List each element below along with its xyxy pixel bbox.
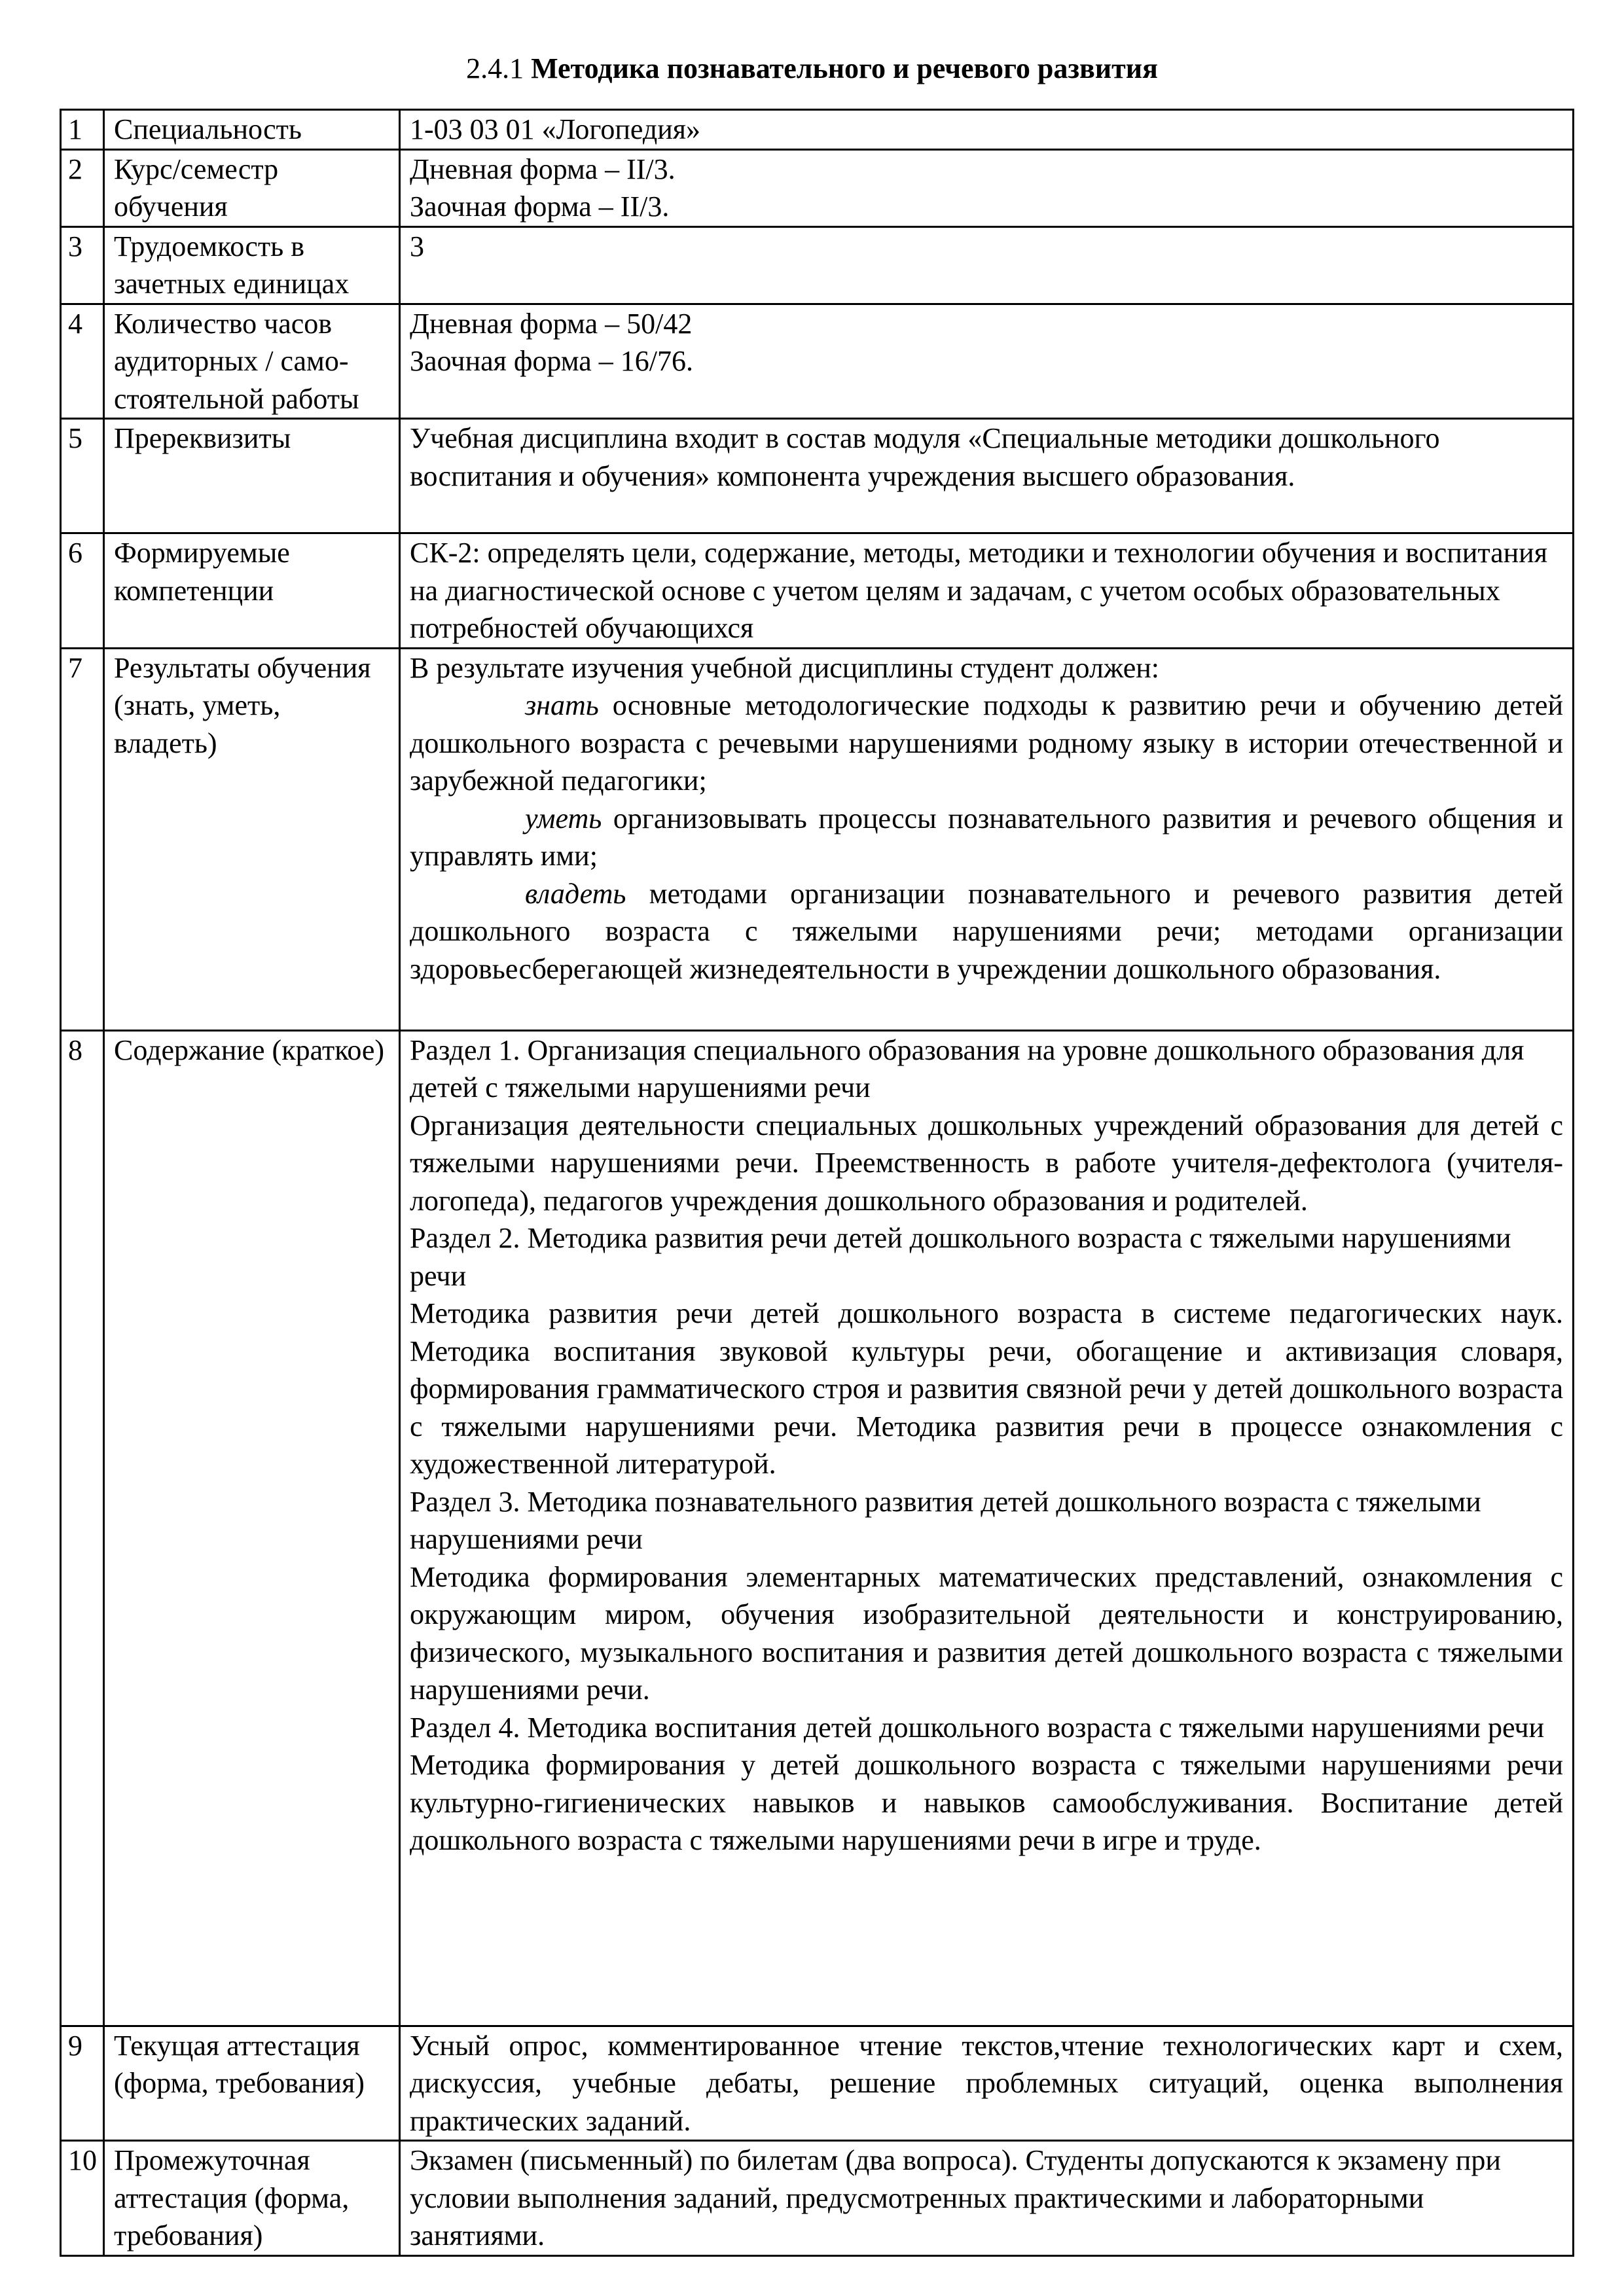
row-label: Пререквизиты (104, 419, 400, 533)
table-row (61, 533, 1574, 649)
can-text: организовывать процессы познавательного развития и речевого общения и управлять ими; (410, 802, 1563, 872)
row-number: 7 (61, 648, 104, 1030)
row-number: 9 (61, 2026, 104, 2141)
section-title: Методика познавательного и речевого развития (531, 52, 1158, 84)
syllabus-table (60, 109, 1574, 2257)
value-line: 1-03 03 01 «Логопедия» (410, 113, 701, 145)
content-section-heading: Раздел 3. Методика познавательного развития детей дошкольного возраста с тяжелыми нарушениями речи (410, 1485, 1481, 1555)
row-label: Текущая аттестация (форма, требования) (104, 2026, 400, 2141)
row-number: 8 (61, 1030, 104, 2026)
row-number: 10 (61, 2141, 104, 2256)
row-value (400, 419, 1574, 533)
row-number: 1 (61, 110, 104, 150)
row-label: Содержание (краткое) (104, 1030, 400, 2026)
own-word: владеть (525, 877, 626, 910)
section-number: 2.4.1 (466, 52, 524, 84)
table-row (61, 304, 1574, 419)
table-row (61, 1030, 1574, 2026)
value-line: СК-2: определять цели, содержание, методы, методики и технологии обучения и воспитания на диагностической основе с учетом целям и задачам, с учетом особых образовательных потребностей обучающихся (410, 537, 1547, 644)
table-row (61, 226, 1574, 304)
value-line: Учебная дисциплина входит в состав модуля «Специальные методики дошкольного воспитания и обучения» компонента учреждения высшего образования. (410, 422, 1440, 492)
row-label: Специальность (104, 110, 400, 150)
content-section-heading: Раздел 2. Методика развития речи детей дошкольного возраста с тяжелыми нарушениями речи (410, 1222, 1511, 1292)
content-section-body: Методика формирования у детей дошкольного возраста с тяжелыми нарушениями речи культурно-гигиенических навыков и навыков самообслуживания. Воспитание детей дошкольного возраста с тяжелыми нарушениями речи в игре и труде. (410, 1749, 1563, 1856)
value-line: Дневная форма – II/3. (410, 152, 676, 185)
row-label: Формируемые компетенции (104, 533, 400, 649)
row-label: Количество часов аудиторных / само-стоятельной работы (104, 304, 400, 419)
table-row (61, 2141, 1574, 2256)
row-value (400, 648, 1574, 1030)
row-value (400, 110, 1574, 150)
table-row (61, 110, 1574, 150)
know-text: основные методологические подходы к развитию речи и обучению детей дошкольного возраста с речевыми нарушениями родному языку в истории отечественной и зарубежной педагогики; (410, 689, 1563, 797)
value-line: Дневная форма – 50/42 (410, 307, 693, 340)
row-value (400, 2026, 1574, 2141)
row-value (400, 533, 1574, 649)
value-line: Экзамен (письменный) по билетам (два вопроса). Студенты допускаются к экзамену при условии выполнения заданий, предусмотренных практическими и лабораторными занятиями. (410, 2144, 1501, 2251)
value-line: Усный опрос, комментированное чтение текстов,чтение технологических карт и схем, дискуссия, учебные дебаты, решение проблемных ситуаций, оценка выполнения практических заданий. (410, 2029, 1563, 2137)
row-value (400, 304, 1574, 419)
row-label: Результаты обучения (знать, уметь, владеть) (104, 648, 400, 1030)
row-value (400, 1030, 1574, 2026)
row-number: 2 (61, 149, 104, 226)
results-own (410, 875, 1563, 988)
row-number: 3 (61, 226, 104, 304)
row-label: Промежуточная аттестация (форма, требования) (104, 2141, 400, 2256)
row-label: Трудоемкость в зачетных единицах (104, 226, 400, 304)
content-section-body: Методика формирования элементарных математических представлений, ознакомления с окружающим миром, обучения изобразительной деятельности и конструированию, физического, музыкального воспитания и развития детей дошкольного возраста с тяжелыми нарушениями речи. (410, 1560, 1563, 1706)
can-word: уметь (525, 802, 602, 834)
content-section-body: Методика развития речи детей дошкольного возраста в системе педагогических наук. Методика воспитания звуковой культуры речи, обогащение и активизация словаря, формирования грамматического строя и развития связной речи у детей дошкольного возраста с тяжелыми нарушениями речи. Методика развития речи в процессе ознакомления с художественной литературой. (410, 1297, 1563, 1480)
content-section-heading: Раздел 4. Методика воспитания детей дошкольного возраста с тяжелыми нарушениями речи (410, 1711, 1545, 1744)
value-line: 3 (410, 230, 424, 262)
table-row (61, 419, 1574, 533)
content-section-heading: Раздел 1. Организация специального образования на уровне дошкольного образования для детей с тяжелыми нарушениями речи (410, 1033, 1525, 1103)
content-section-body: Организация деятельности специальных дошкольных учреждений образования для детей с тяжелыми нарушениями речи. Преемственность в работе учителя-дефектолога (учителя-логопеда), педагогов учреждения дошкольного образования и родителей. (410, 1109, 1563, 1217)
results-intro: В результате изучения учебной дисциплины студент должен: (410, 651, 1160, 684)
results-can (410, 800, 1563, 875)
row-number: 6 (61, 533, 104, 649)
table-row (61, 149, 1574, 226)
row-value (400, 226, 1574, 304)
table-row (61, 648, 1574, 1030)
row-number: 5 (61, 419, 104, 533)
know-word: знать (525, 689, 599, 721)
results-know (410, 687, 1563, 800)
value-line: Заочная форма – 16/76. (410, 345, 694, 377)
own-text: методами организации познавательного и речевого развития детей дошкольного возраста с тяжелыми нарушениями речи; методами организации здоровьесберегающей жизнедеятельности в учреждении дошкольного образования. (410, 877, 1563, 985)
page-title (0, 51, 1624, 86)
value-line: Заочная форма – II/3. (410, 190, 670, 223)
row-value (400, 2141, 1574, 2256)
row-label: Курс/семестр обучения (104, 149, 400, 226)
table-row (61, 2026, 1574, 2141)
row-number: 4 (61, 304, 104, 419)
row-value (400, 149, 1574, 226)
